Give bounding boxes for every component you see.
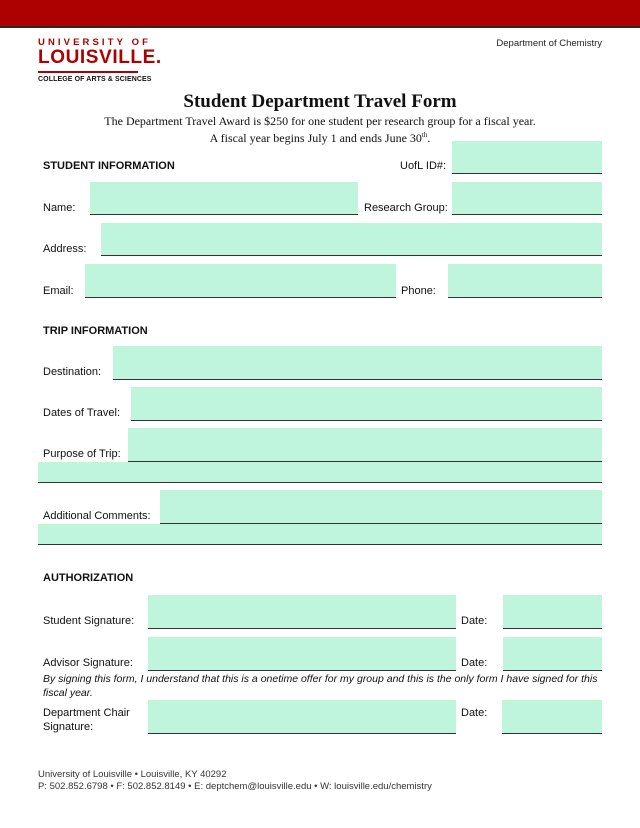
name-label: Name:: [43, 202, 76, 214]
advisor-signature-field[interactable]: [148, 637, 456, 671]
form-title: Student Department Travel Form: [183, 91, 457, 112]
logo-rule: [38, 71, 138, 73]
comments-field[interactable]: [160, 490, 602, 524]
uofl-id-label: UofL ID#:: [400, 160, 447, 172]
logo-college: COLLEGE OF ARTS & SCIENCES: [38, 75, 152, 83]
agreement-statement: By signing this form, I understand that this is a onetime offer for my group and this is the only form I have signed for this fiscal year.: [43, 673, 598, 699]
chair-signature-label-line2: Signature:: [43, 721, 94, 733]
uofl-id-field[interactable]: [452, 141, 602, 174]
advisor-date-label: Date:: [461, 657, 488, 669]
comments-label: Additional Comments:: [43, 510, 151, 522]
subtitle-text: The Department Travel Award is $250 for one student per research group for a fiscal year. A fiscal year begins July 1 and ends June 30: [104, 114, 536, 145]
dates-label: Dates of Travel:: [43, 407, 121, 419]
address-field[interactable]: [101, 223, 602, 256]
student-date-field[interactable]: [503, 595, 602, 629]
trip-info-heading: TRIP INFORMATION: [43, 325, 148, 337]
university-logo: [38, 38, 162, 83]
research-group-label: Research Group:: [364, 202, 448, 214]
research-group-field[interactable]: [452, 182, 602, 215]
destination-label: Destination:: [43, 366, 102, 378]
purpose-label: Purpose of Trip:: [43, 448, 121, 460]
student-signature-label: Student Signature:: [43, 615, 135, 627]
department-name: Department of Chemistry: [496, 38, 602, 49]
chair-signature-field[interactable]: [148, 700, 456, 734]
footer-address: University of Louisville • Louisville, KY 40292: [38, 769, 227, 780]
chair-date-label: Date:: [461, 707, 488, 719]
advisor-signature-label: Advisor Signature:: [43, 657, 133, 669]
top-banner-rule: [0, 26, 640, 28]
name-field[interactable]: [90, 182, 358, 215]
student-info-heading: STUDENT INFORMATION: [43, 160, 175, 172]
footer-contact: P: 502.852.6798 • F: 502.852.8149 • E: deptchem@louisville.edu • W: louisville.edu/chemistry: [38, 781, 432, 792]
chair-signature-label-line1: Department Chair: [43, 707, 130, 719]
student-signature-field[interactable]: [148, 595, 456, 629]
email-label: Email:: [43, 285, 74, 297]
student-date-label: Date:: [461, 615, 488, 627]
purpose-field-continuation[interactable]: [38, 462, 602, 483]
email-field[interactable]: [85, 264, 396, 298]
address-label: Address:: [43, 243, 87, 255]
comments-field-continuation[interactable]: [38, 524, 602, 545]
purpose-field[interactable]: [128, 428, 602, 462]
subtitle-period: .: [427, 131, 431, 145]
top-banner: [0, 0, 640, 26]
chair-date-field[interactable]: [502, 700, 602, 734]
advisor-date-field[interactable]: [503, 637, 602, 671]
authorization-heading: AUTHORIZATION: [43, 572, 134, 584]
destination-field[interactable]: [113, 346, 602, 380]
phone-field[interactable]: [448, 264, 602, 298]
logo-louisville: LOUISVILLE.: [38, 47, 162, 68]
logo-university-of: UNIVERSITY OF: [38, 37, 151, 48]
dates-field[interactable]: [131, 387, 602, 421]
subtitle-superscript: th: [421, 131, 428, 139]
phone-label: Phone:: [401, 285, 436, 297]
